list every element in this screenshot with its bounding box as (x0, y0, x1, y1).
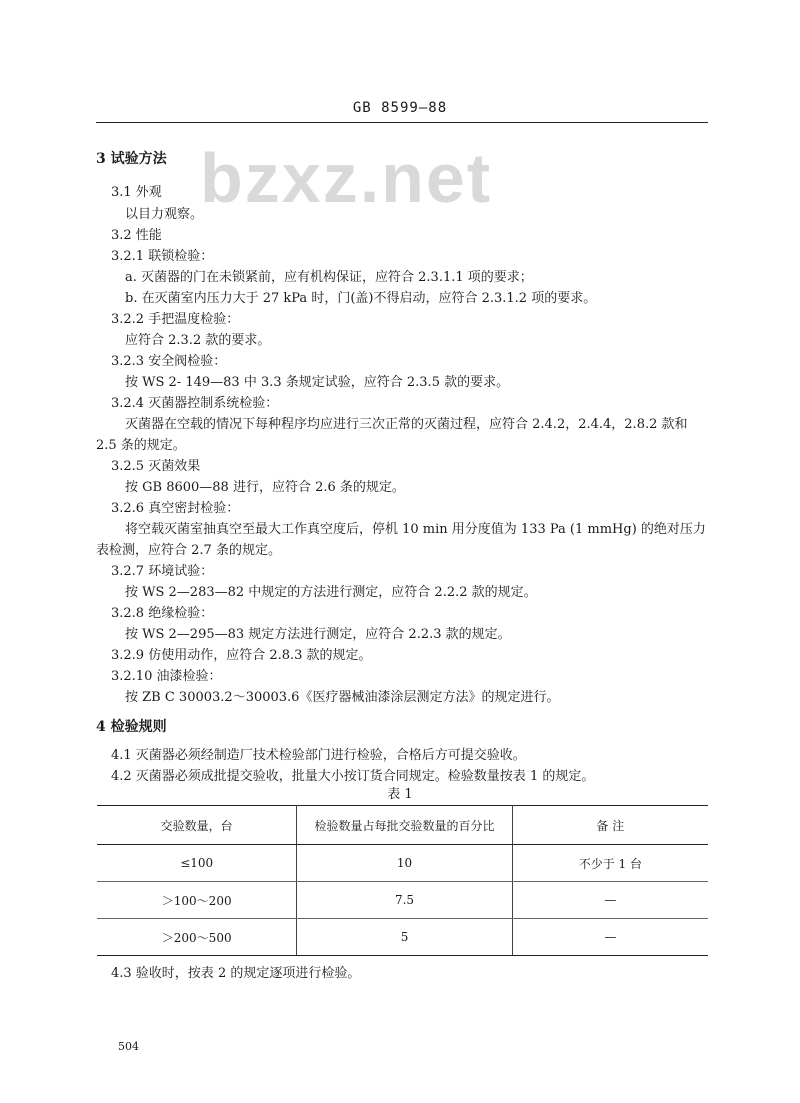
section-3-title: 3 试验方法 (96, 151, 167, 167)
section-3-line: 3.2.3 安全阀检验： (111, 354, 227, 369)
section-3-line: 按 WS 2—295—83 规定方法进行测定，应符合 2.2.3 款的规定。 (125, 627, 511, 642)
table-cell: 7.5 (297, 882, 512, 919)
table-row (97, 919, 708, 956)
section-3-line: 3.2.10 油漆检验： (111, 669, 222, 684)
section-3-line: 按 WS 2- 149—83 中 3.3 条规定试验，应符合 2.3.5 款的要求。 (125, 375, 510, 390)
table-cell: — (512, 919, 708, 956)
table-caption: 表 1 (387, 787, 413, 802)
section-3-line: 按 GB 8600—88 进行，应符合 2.6 条的规定。 (125, 480, 405, 495)
section-3-line: 2.5 条的规定。 (96, 438, 186, 453)
section-3-line: 3.2.6 真空密封检验： (111, 501, 240, 516)
table-cell: ＞100～200 (97, 882, 297, 919)
section-3-line: 以目力观察。 (125, 207, 204, 222)
page-number: 504 (118, 1040, 139, 1053)
inspection-quantity-table (97, 805, 708, 956)
section-3-line: 按 ZB C 30003.2～30003.6《医疗器械油漆涂层测定方法》的规定进行。 (125, 690, 560, 705)
section-4-line: 4.3 验收时，按表 2 的规定逐项进行检验。 (111, 966, 361, 981)
section-3-line: a. 灭菌器的门在未锁紧前，应有机构保证，应符合 2.3.1.1 项的要求； (125, 270, 533, 285)
section-3-line: 应符合 2.3.2 款的要求。 (125, 333, 271, 348)
section-4-line: 4.2 灭菌器必须成批提交验收，批量大小按订货合同规定。检验数量按表 1 的规定。 (111, 769, 595, 784)
section-4-line: 4.1 灭菌器必须经制造厂技术检验部门进行检验，合格后方可提交验收。 (111, 748, 526, 763)
page-header: GB 8599—88 (352, 100, 448, 116)
table-cell: 10 (297, 845, 512, 882)
table-header-cell: 交验数量，台 (97, 806, 297, 845)
section-3-line: 3.2.8 绝缘检验： (111, 606, 214, 621)
table-cell: 不少于 1 台 (512, 845, 708, 882)
section-3-line: 灭菌器在空载的情况下每种程序均应进行三次正常的灭菌过程，应符合 2.4.2，2.4.4，2.8.2 款和 (125, 417, 688, 432)
table-header-row (97, 806, 708, 845)
section-3-line: 3.2.1 联锁检验： (111, 249, 214, 264)
section-3-line: 3.2.5 灭菌效果 (111, 459, 201, 474)
watermark: bzxz.net (200, 139, 493, 217)
table-cell: ≤100 (97, 845, 297, 882)
section-4-title: 4 检验规则 (96, 719, 167, 735)
section-3-line: 3.2 性能 (111, 228, 162, 243)
section-3-line: 3.2.9 仿使用动作，应符合 2.8.3 款的规定。 (111, 648, 372, 663)
section-3-line: 表检测，应符合 2.7 条的规定。 (96, 543, 281, 558)
section-3-line: b. 在灭菌室内压力大于 27 kPa 时，门(盖)不得启动，应符合 2.3.1.2 项的要求。 (125, 291, 597, 306)
section-3-line: 3.1 外观 (111, 185, 162, 200)
section-3-line: 将空载灭菌室抽真空至最大工作真空度后，停机 10 min 用分度值为 133 Pa (1 mmHg) 的绝对压力 (125, 522, 706, 537)
header-rule (96, 122, 708, 123)
table-cell: 5 (297, 919, 512, 956)
section-3-line: 3.2.7 环境试验： (111, 564, 214, 579)
table-cell: ＞200～500 (97, 919, 297, 956)
section-3-line: 3.2.4 灭菌器控制系统检验： (111, 396, 279, 411)
table-row (97, 845, 708, 882)
section-3-line: 按 WS 2—283—82 中规定的方法进行测定，应符合 2.2.2 款的规定。 (125, 585, 537, 600)
table-row (97, 882, 708, 919)
table-header-cell: 备 注 (512, 806, 708, 845)
table-header-cell: 检验数量占每批交验数量的百分比 (297, 806, 512, 845)
table-cell: — (512, 882, 708, 919)
section-3-line: 3.2.2 手把温度检验： (111, 312, 240, 327)
